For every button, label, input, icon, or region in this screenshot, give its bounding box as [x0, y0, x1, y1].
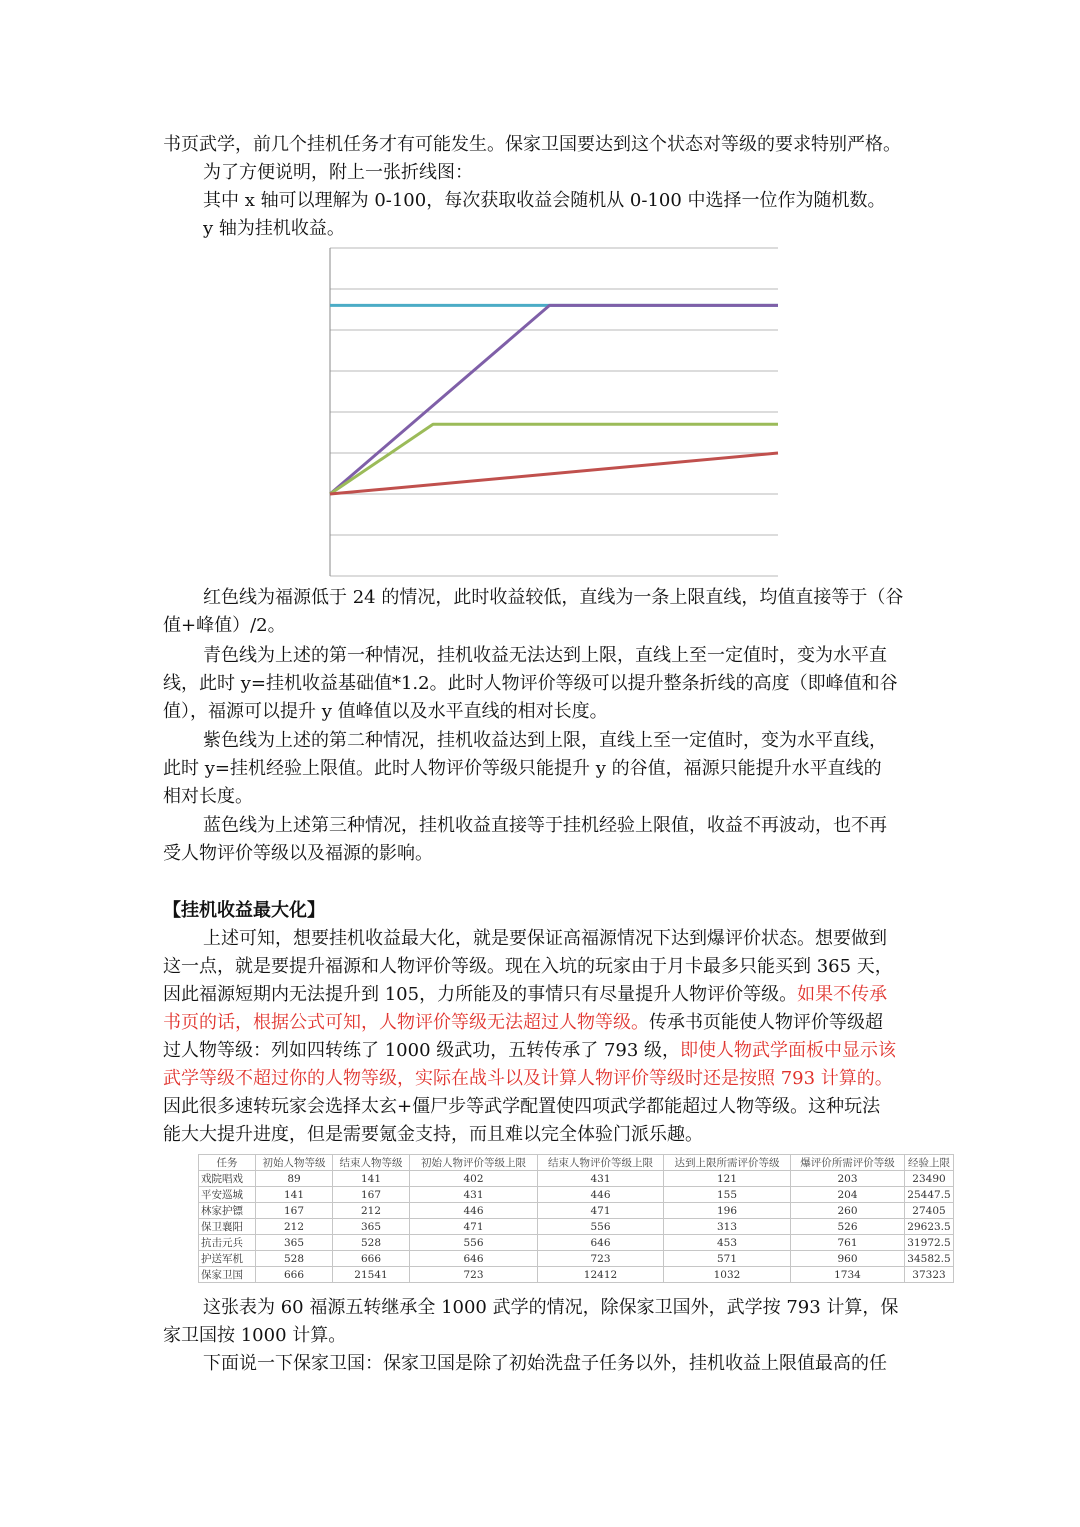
table-cell: 林家护镖: [199, 1203, 256, 1219]
table-cell: 抗击元兵: [199, 1235, 256, 1251]
text-run: 因此福源短期内无法提升到 105，力所能及的事情只有尽量提升人物评价等级。: [163, 984, 798, 1005]
paragraph-line: y 轴为挂机收益。: [203, 218, 345, 239]
table-cell: 446: [538, 1187, 664, 1203]
table-cell: 666: [333, 1251, 410, 1267]
table-cell: 167: [333, 1187, 410, 1203]
table-cell: 37323: [905, 1267, 954, 1283]
table-cell: 723: [410, 1267, 538, 1283]
table-header-row: [199, 1155, 954, 1171]
paragraph-line: 下面说一下保家卫国：保家卫国是除了初始洗盘子任务以外，挂机收益上限值最高的任: [203, 1353, 887, 1374]
table-cell: 203: [791, 1171, 905, 1187]
table-cell: 护送军机: [199, 1251, 256, 1267]
table-cell: 23490: [905, 1171, 954, 1187]
paragraph-line: 为了方便说明，附上一张折线图：: [203, 162, 473, 183]
paragraph-line: 家卫国按 1000 计算。: [163, 1325, 347, 1346]
table-cell: 260: [791, 1203, 905, 1219]
paragraph-line: 因此很多速转玩家会选择太玄+僵尸步等武学配置使四项武学都能超过人物等级。这种玩法: [163, 1096, 881, 1117]
table-cell: 313: [664, 1219, 791, 1235]
table-cell: 431: [538, 1171, 664, 1187]
paragraph-line: 能大大提升进度，但是需要氪金支持，而且难以完全体验门派乐趣。: [163, 1124, 703, 1145]
table-header-cell: 经验上限: [905, 1155, 954, 1171]
table-cell: 27405: [905, 1203, 954, 1219]
table-cell: 402: [410, 1171, 538, 1187]
table-cell: 21541: [333, 1267, 410, 1283]
highlighted-text: 如果不传承: [797, 984, 888, 1005]
table-row: [199, 1219, 954, 1235]
table-cell: 12412: [538, 1267, 664, 1283]
table-cell: 723: [538, 1251, 664, 1267]
line-chart: [328, 246, 780, 578]
text-run: 传承书页能使人物评价等级超: [649, 1012, 883, 1033]
table-cell: 528: [256, 1251, 333, 1267]
table-row: [199, 1171, 954, 1187]
blue-line-description: 受人物评价等级以及福源的影响。: [163, 843, 433, 864]
table-cell: 646: [410, 1251, 538, 1267]
paragraph-line: [163, 1036, 917, 1066]
table-header-cell: 达到上限所需评价等级: [664, 1155, 791, 1171]
table-cell: 453: [664, 1235, 791, 1251]
table-cell: 212: [256, 1219, 333, 1235]
section-heading: 【挂机收益最大化】: [163, 900, 325, 921]
paragraph-line: 上述可知，想要挂机收益最大化，就是要保证高福源情况下达到爆评价状态。想要做到: [203, 928, 887, 949]
table-cell: 212: [333, 1203, 410, 1219]
series-line: [330, 453, 778, 494]
cyan-line-description: 值），福源可以提升 y 值峰值以及水平直线的相对长度。: [163, 701, 608, 722]
series-line: [330, 305, 778, 494]
table-cell: 戏院唱戏: [199, 1171, 256, 1187]
table-header-cell: 任务: [199, 1155, 256, 1171]
red-line-description: 值+峰值）/2。: [163, 615, 286, 636]
table-cell: 31972.5: [905, 1235, 954, 1251]
task-table: [198, 1154, 954, 1283]
highlighted-line: 武学等级不超过你的人物等级，实际在战斗以及计算人物评价等级时还是按照 793 计算的。: [163, 1068, 893, 1089]
paragraph-line: 书页武学，前几个挂机任务才有可能发生。保家卫国要达到这个状态对等级的要求特别严格。: [163, 134, 901, 155]
table-header-cell: 初始人物评价等级上限: [410, 1155, 538, 1171]
paragraph-line: [163, 980, 917, 1010]
table-cell: 365: [333, 1219, 410, 1235]
table-cell: 196: [664, 1203, 791, 1219]
table-header-cell: 结束人物评价等级上限: [538, 1155, 664, 1171]
table-cell: 121: [664, 1171, 791, 1187]
table-header-cell: 结束人物等级: [333, 1155, 410, 1171]
table-row: [199, 1251, 954, 1267]
table-cell: 471: [410, 1219, 538, 1235]
red-line-description: 红色线为福源低于 24 的情况，此时收益较低，直线为一条上限直线，均值直接等于（谷: [203, 587, 904, 608]
paragraph-line: 这张表为 60 福源五转继承全 1000 武学的情况，除保家卫国外，武学按 793 计算，保: [203, 1297, 899, 1318]
table-cell: 365: [256, 1235, 333, 1251]
table-cell: 446: [410, 1203, 538, 1219]
highlighted-text: 书页的话，根据公式可知，人物评价等级无法超过人物等级。: [163, 1012, 649, 1033]
table-row: [199, 1267, 954, 1283]
table-row: [199, 1235, 954, 1251]
table-cell: 556: [538, 1219, 664, 1235]
table-cell: 204: [791, 1187, 905, 1203]
table-cell: 1032: [664, 1267, 791, 1283]
table-cell: 646: [538, 1235, 664, 1251]
table-cell: 保家卫国: [199, 1267, 256, 1283]
cyan-line-description: 青色线为上述的第一种情况，挂机收益无法达到上限，直线上至一定值时，变为水平直: [203, 645, 887, 666]
line-chart-svg: [328, 246, 780, 578]
highlighted-text: 即使人物武学面板中显示该: [680, 1040, 897, 1061]
table-cell: 保卫襄阳: [199, 1219, 256, 1235]
table-header-cell: 爆评价所需评价等级: [791, 1155, 905, 1171]
table-cell: 526: [791, 1219, 905, 1235]
table-cell: 平安巡城: [199, 1187, 256, 1203]
table-cell: 89: [256, 1171, 333, 1187]
cyan-line-description: 线，此时 y=挂机收益基础值*1.2。此时人物评价等级可以提升整条折线的高度（即峰值和谷: [163, 673, 898, 694]
purple-line-description: 紫色线为上述的第二种情况，挂机收益达到上限，直线上至一定值时，变为水平直线，: [203, 730, 887, 751]
blue-line-description: 蓝色线为上述第三种情况，挂机收益直接等于挂机经验上限值，收益不再波动，也不再: [203, 815, 887, 836]
table-cell: 431: [410, 1187, 538, 1203]
table-cell: 556: [410, 1235, 538, 1251]
purple-line-description: 相对长度。: [163, 786, 253, 807]
table-cell: 666: [256, 1267, 333, 1283]
table-cell: 141: [333, 1171, 410, 1187]
table-cell: 155: [664, 1187, 791, 1203]
table-cell: 960: [791, 1251, 905, 1267]
purple-line-description: 此时 y=挂机经验上限值。此时人物评价等级只能提升 y 的谷值，福源只能提升水平直线的: [163, 758, 882, 779]
table-row: [199, 1187, 954, 1203]
table-row: [199, 1203, 954, 1219]
table-cell: 1734: [791, 1267, 905, 1283]
table-cell: 25447.5: [905, 1187, 954, 1203]
table-cell: 141: [256, 1187, 333, 1203]
table-cell: 471: [538, 1203, 664, 1219]
paragraph-line: 这一点，就是要提升福源和人物评价等级。现在入坑的玩家由于月卡最多只能买到 365 天，: [163, 956, 893, 977]
table-cell: 528: [333, 1235, 410, 1251]
table-cell: 34582.5: [905, 1251, 954, 1267]
table-header-cell: 初始人物等级: [256, 1155, 333, 1171]
table-cell: 29623.5: [905, 1219, 954, 1235]
table-cell: 571: [664, 1251, 791, 1267]
text-run: 过人物等级：列如四转练了 1000 级武功，五转传承了 793 级，: [163, 1040, 681, 1061]
paragraph-line: 其中 x 轴可以理解为 0-100，每次获取收益会随机从 0-100 中选择一位作为随机数。: [203, 190, 886, 211]
table-cell: 167: [256, 1203, 333, 1219]
table-cell: 761: [791, 1235, 905, 1251]
paragraph-line: [163, 1008, 917, 1038]
